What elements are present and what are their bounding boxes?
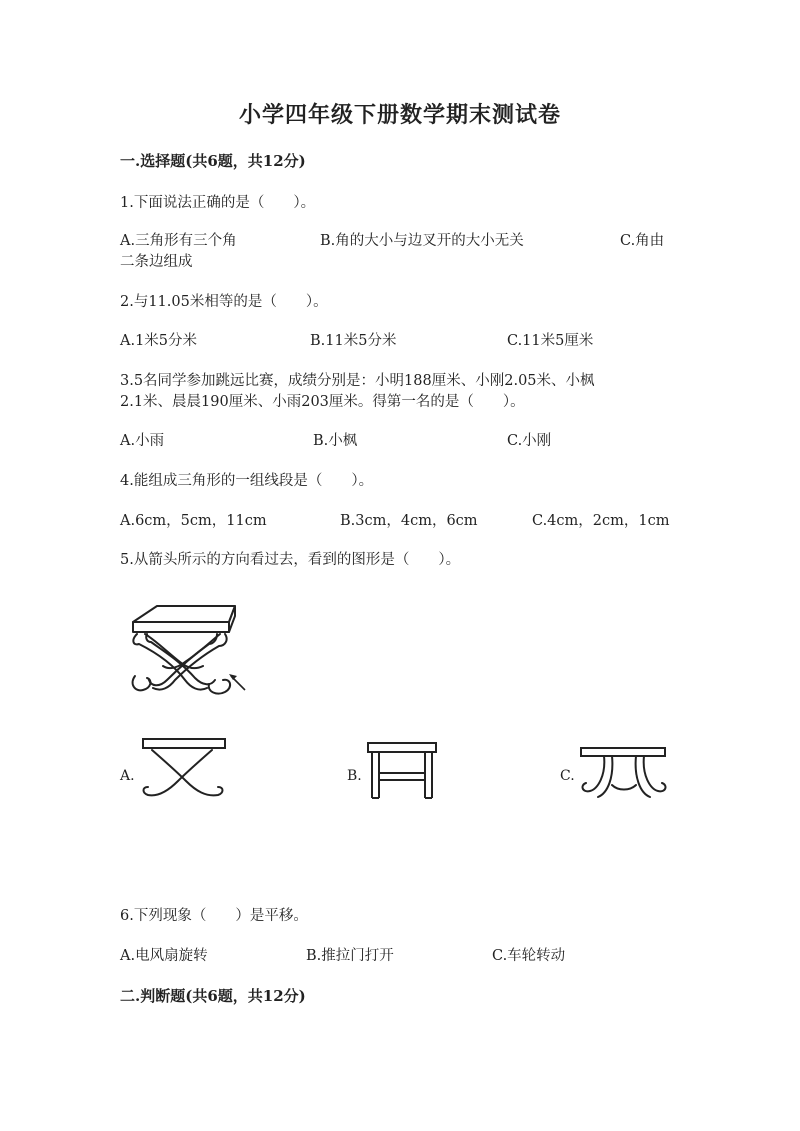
question-2-option-a: A.1米5分米: [120, 333, 198, 349]
question-1-stem: 1.下面说法正确的是（ ）。: [120, 195, 316, 211]
section-heading-choice: 一.选择题(共6题，共12分): [120, 152, 306, 170]
question-1-option-c: C.角由: [620, 233, 665, 249]
section-heading-judgement: 二.判断题(共6题，共12分): [120, 987, 306, 1005]
question-4-option-a: A.6cm，5cm，11cm: [120, 513, 267, 529]
question-5-option-c-label: C.: [560, 768, 575, 784]
question-3-option-c: C.小刚: [507, 433, 552, 449]
question-4-option-c: C.4cm，2cm，1cm: [532, 513, 670, 529]
question-5-option-b-label: B.: [347, 768, 362, 784]
option-c-curved-legs-figure: [578, 745, 670, 803]
page-title: 小学四年级下册数学期末测试卷: [238, 102, 561, 128]
question-3-option-b: B.小枫: [313, 433, 358, 449]
question-1-option-c-continued: 二条边组成: [120, 254, 193, 270]
question-3-option-a: A.小雨: [120, 433, 165, 449]
question-2-option-c: C.11米5厘米: [507, 333, 594, 349]
question-5-stem: 5.从箭头所示的方向看过去，看到的图形是（ ）。: [120, 552, 461, 568]
question-3-stem-line2: 2.1米、晨晨190厘米、小雨203厘米。得第一名的是（ ）。: [120, 394, 525, 410]
question-2-option-b: B.11米5分米: [310, 333, 397, 349]
question-3-stem-line1: 3.5名同学参加跳远比赛，成绩分别是：小明188厘米、小刚2.05米、小枫: [120, 373, 595, 389]
question-4-stem: 4.能组成三角形的一组线段是（ ）。: [120, 473, 374, 489]
stool-perspective-figure: [125, 600, 255, 700]
question-6-option-b: B.推拉门打开: [306, 948, 394, 964]
option-a-x-legs-figure: [140, 737, 230, 802]
question-1-option-b: B.角的大小与边叉开的大小无关: [320, 233, 524, 249]
question-2-stem: 2.与11.05米相等的是（ ）。: [120, 294, 328, 310]
question-1-option-a: A.三角形有三个角: [120, 233, 237, 249]
question-5-option-a-label: A.: [120, 768, 135, 784]
question-6-stem: 6.下列现象（ ）是平移。: [120, 908, 308, 924]
question-4-option-b: B.3cm，4cm，6cm: [340, 513, 478, 529]
question-6-option-c: C.车轮转动: [492, 948, 566, 964]
question-6-option-a: A.电风扇旋转: [120, 948, 208, 964]
option-b-frame-figure: [365, 740, 440, 802]
